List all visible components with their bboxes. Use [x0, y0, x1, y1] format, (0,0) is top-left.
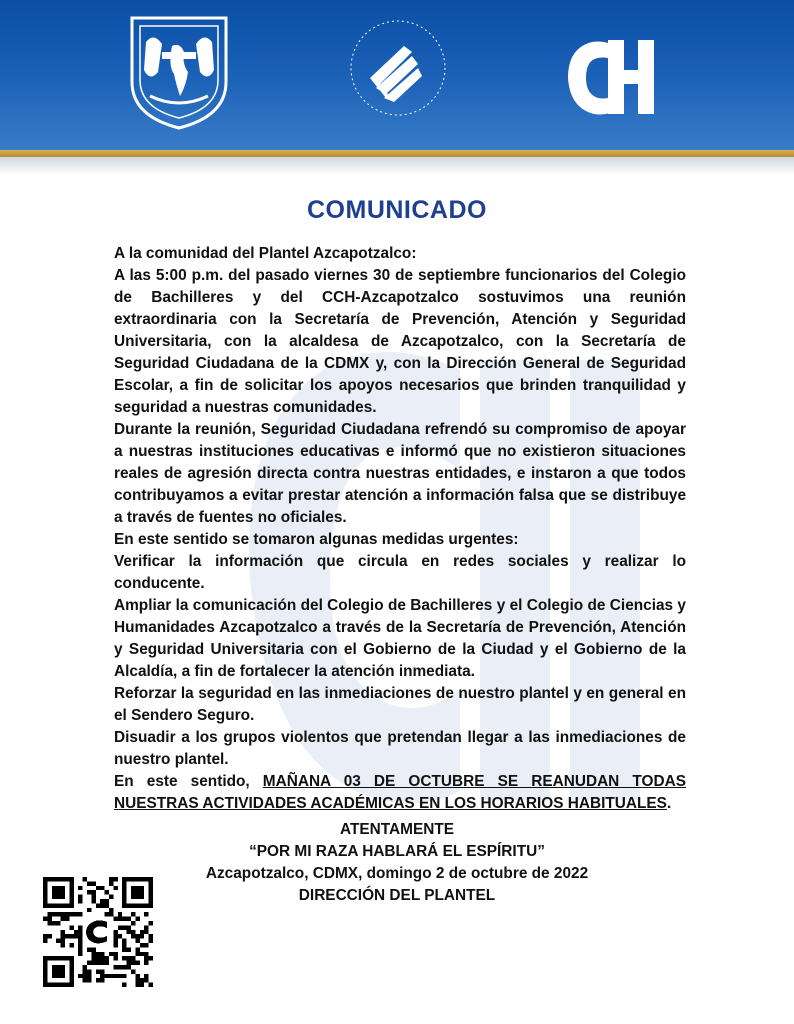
announcement-highlight: MAÑANA 03 DE OCTUBRE SE REANUDAN TODAS NUESTRAS ACTIVIDADES ACADÉMICAS EN LOS HORARIOS HABITUALES [114, 773, 686, 812]
greeting: A la comunidad del Plantel Azcapotzalco: [114, 245, 417, 262]
measure-item: Ampliar la comunicación del Colegio de Bachilleres y el Colegio de Ciencias y Humanidades Azcapotzalco a través de la Secretaría de Prevención, Atención y Seguridad Universitaria con el Gobierno de la Ciudad y el Gobierno de la Alcaldía, a fin de fortalecer la atención inmediata. [114, 597, 686, 680]
closing-signature: DIRECCIÓN DEL PLANTEL [298, 887, 496, 904]
announcement-suffix: . [666, 795, 672, 812]
paragraph-commitment: Durante la reunión, Seguridad Ciudadana refrendó su compromiso de apoyar a nuestras instituciones educativas e informó que no existieron situaciones reales de agresión directa contra nuestras entidades, e instaron a que todos contribuyamos a evitar prestar atención a información falsa que se distribuye a través de fuentes no oficiales. [114, 421, 686, 526]
qr-code [43, 877, 153, 987]
header-shadow [0, 157, 794, 175]
measure-item: Verificar la información que circula en redes sociales y realizar lo conducente. [114, 553, 686, 592]
document-title: COMUNICADO [307, 196, 487, 224]
measure-item: Reforzar la seguridad en las inmediaciones de nuestro plantel y en general en el Sendero Seguro. [114, 685, 686, 724]
closing-place-date: Azcapotzalco, CDMX, domingo 2 de octubre de 2022 [205, 865, 589, 882]
unam-seal-logo [124, 12, 234, 130]
gold-stripe [0, 150, 794, 157]
cch-logo [346, 16, 450, 120]
paragraph-measures-intro: En este sentido se tomaron algunas medidas urgentes: [114, 531, 519, 548]
closing-salutation: ATENTAMENTE [340, 821, 454, 838]
ch-logo [564, 36, 658, 118]
paragraph-meeting: A las 5:00 p.m. del pasado viernes 30 de septiembre funcionarios del Colegio de Bachilleres y del CCH-Azcapotzalco sostuvimos una reunión extraordinaria con la Secretaría de Prevención, Atención y Seguridad Universitaria, con la alcaldesa de Azcapotzalco, con la Secretaría de Seguridad Ciudadana de la CDMX y, con la Dirección General de Seguridad Escolar, a fin de solicitar los apoyos necesarios que brinden tranquilidad y seguridad a nuestras comunidades. [114, 267, 686, 416]
closing-motto: “POR MI RAZA HABLARÁ EL ESPÍRITU” [249, 843, 545, 860]
announcement-prefix: En este sentido, [114, 773, 263, 790]
document-body [114, 243, 686, 815]
paragraph-announcement [114, 771, 686, 815]
measure-item: Disuadir a los grupos violentos que pretendan llegar a las inmediaciones de nuestro plantel. [114, 729, 686, 768]
